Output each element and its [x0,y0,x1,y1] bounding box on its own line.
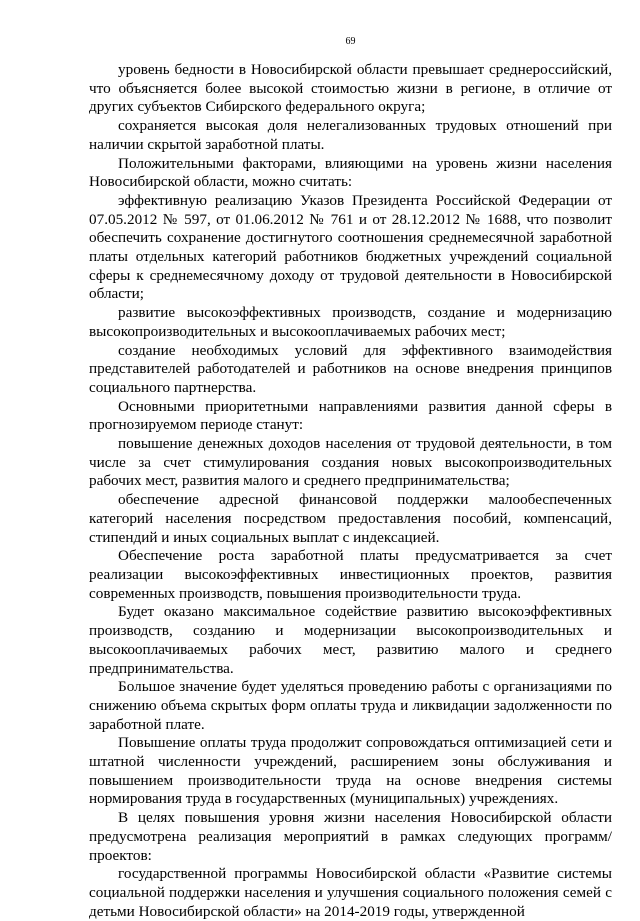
paragraph: Повышение оплаты труда продолжит сопровождаться оптимизацией сети и штатной численности учреждений, расширением зоны обслуживания и повышением производительности труда на основе внедрения системы нормирования труда в государственных (муниципальных) учреждениях. [89,734,612,808]
paragraph: создание необходимых условий для эффективного взаимодействия представителей работодателей и работников на основе внедрения принципов социального партнерства. [89,341,612,396]
paragraph: Положительными факторами, влияющими на уровень жизни населения Новосибирской области, можно считать: [89,154,612,191]
paragraph: эффективную реализацию Указов Президента Российской Федерации от 07.05.2012 № 597, от 01.06.2012 № 761 и от 28.12.2012 № 1688, что позволит обеспечить сохранение достигнутого соотношения среднемесячной заработной платы отдельных категорий работников бюджетных учреждений социальной сферы к среднемесячному доходу от трудовой деятельности в Новосибирской области; [89,191,612,303]
paragraph: повышение денежных доходов населения от трудовой деятельности, в том числе за счет стимулирования создания новых высокопроизводительных рабочих мест, развития малого и среднего предпринимательства; [89,435,612,490]
body-text [89,61,612,921]
paragraph: Обеспечение роста заработной платы предусматривается за счет реализации высокоэффективных инвестиционных проектов, развития современных производств, повышения производительности труда. [89,547,612,602]
paragraph: Основными приоритетными направлениями развития данной сферы в прогнозируемом периоде станут: [89,397,612,434]
paragraph: сохраняется высокая доля нелегализованных трудовых отношений при наличии скрытой заработной платы. [89,117,612,153]
paragraph: Будет оказано максимальное содействие развитию высокоэффективных производств, созданию и модернизации высокопроизводительных и высокооплачиваемых рабочих мест, развитию малого и среднего предпринимательства. [89,603,612,677]
paragraph: В целях повышения уровня жизни населения Новосибирской области предусмотрена реализация мероприятий в рамках следующих программ/проектов: [89,809,612,864]
paragraph: уровень бедности в Новосибирской области превышает среднероссийский, что объясняется более высокой стоимостью жизни в регионе, в отличие от других субъектов Сибирского федерального округа; [89,61,612,116]
paragraph: развитие высокоэффективных производств, создание и модернизацию высокопроизводительных и высокооплачиваемых рабочих мест; [89,304,612,340]
paragraph: обеспечение адресной финансовой поддержки малообеспеченных категорий населения посредством предоставления пособий, компенсаций, стипендий и иных социальных выплат с индексацией. [89,491,612,546]
paragraph: государственной программы Новосибирской области «Развитие системы социальной поддержки населения и улучшения социального положения семей с детьми Новосибирской области» на 2014-2019 годы, утвержденной [89,865,612,920]
paragraph: Большое значение будет уделяться проведению работы с организациями по снижению объема скрытых форм оплаты труда и ликвидации задолженности по заработной плате. [89,678,612,733]
page-number: 69 [345,36,356,47]
